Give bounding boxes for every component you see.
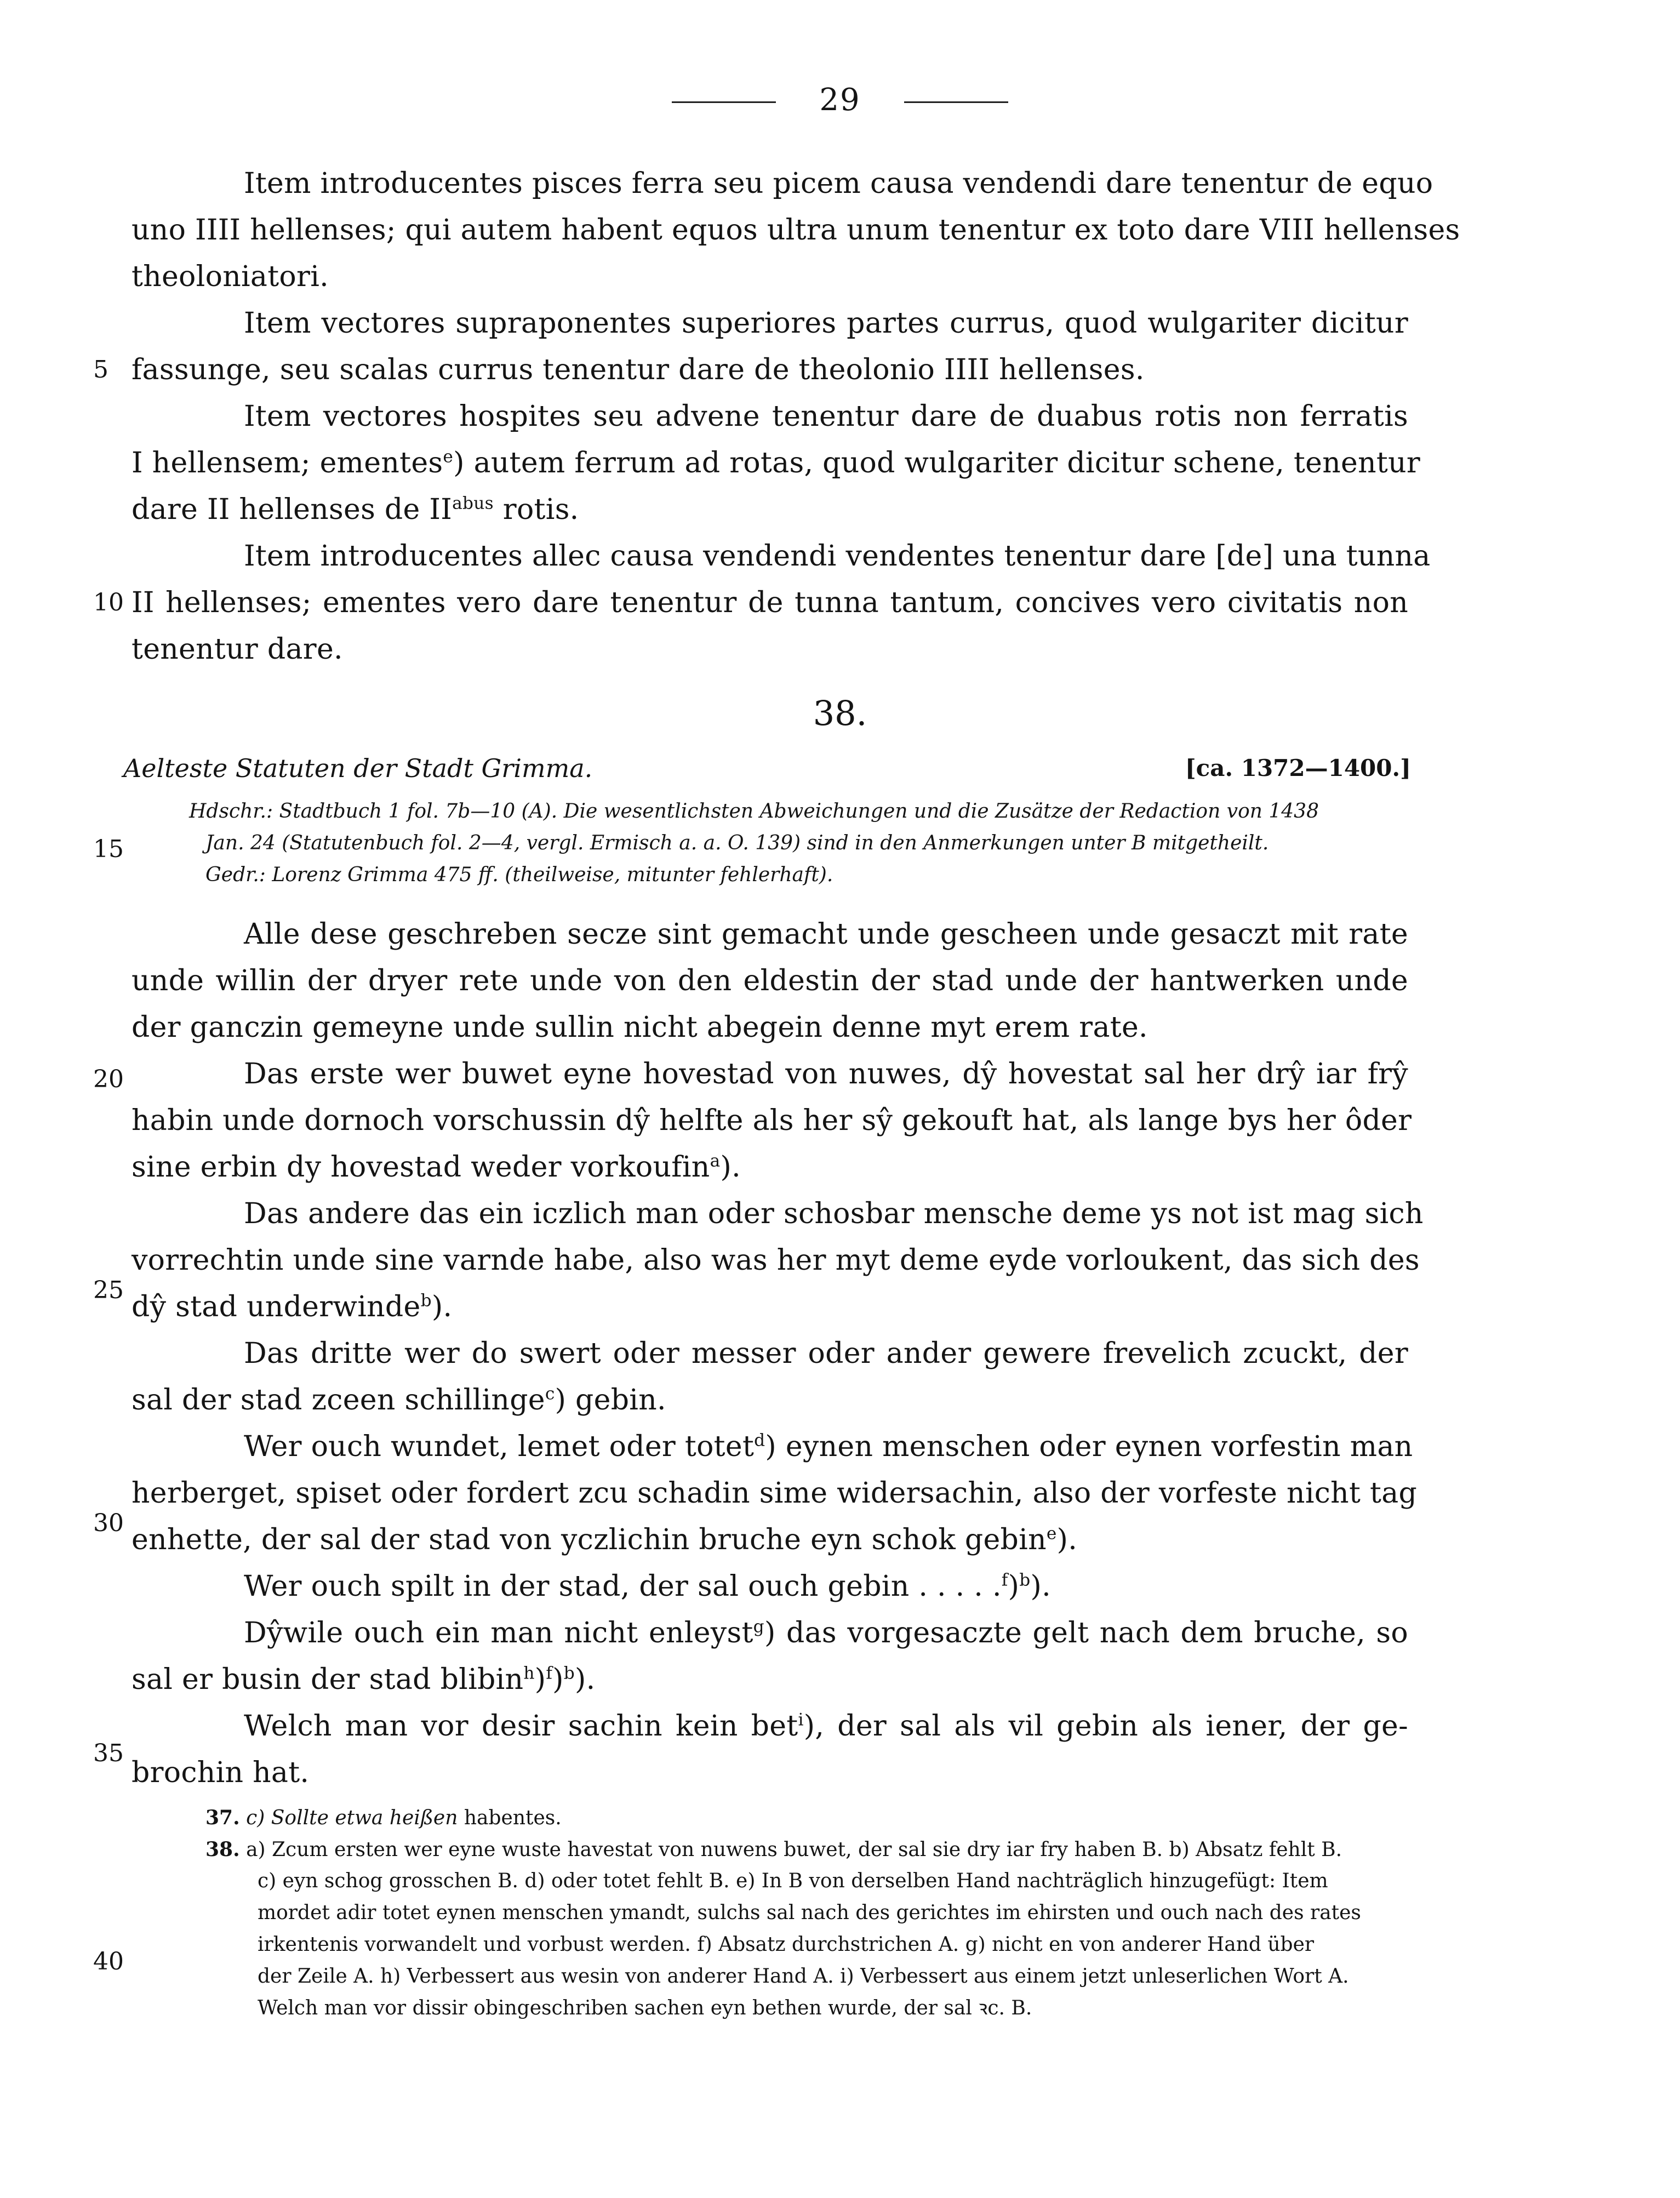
text-line: unde willin der dryer rete unde von den eldestin der stad unde der hantwerken unde [132,964,1408,997]
line-number: 35 [93,1739,124,1767]
document-number: 38. [813,693,867,733]
source-note: Hdschr.: Stadtbuch 1 fol. 7b—10 (A). Die wesentlichsten Abweichungen und die Zusätze der Redaction von 1438 [189,800,1319,823]
header-rule-right [904,101,1008,103]
text-line: der ganczin gemeyne unde sullin nicht abegein denne myt erem rate. [132,1011,1148,1044]
text-line: Dŷwile ouch ein man nicht enleyst$^g$) das vorgesaczte gelt nach dem bruche, so [244,1617,1408,1649]
footnote-37: 37. c) Sollte etwa heißen habentes. [205,1806,562,1829]
text-line: Welch man vor desir sachin kein bet$^i$), der sal als vil gebin als iener, der ge- [244,1710,1408,1743]
footnote-line: c) eyn schog grosschen B. d) oder totet fehlt B. e) In B von derselben Hand nachträglich hinzugefügt: Item [258,1870,1328,1892]
line-number: 10 [93,589,124,616]
text-line: sal er busin der stad blibin$^h$)$^f$)$^b$). [132,1663,596,1696]
text-line: brochin hat. [132,1756,310,1789]
text-line: II hellenses; ementes vero dare tenentur de tunna tantum, concives vero civitatis non [132,586,1408,619]
text-line: dŷ stad underwinde$^b$). [132,1291,453,1323]
line-number: 15 [93,835,124,863]
text-line: Wer ouch wundet, lemet oder totet$^d$) eynen menschen oder eynen vorfestin man [244,1430,1413,1463]
text-line: Item introducentes pisces ferra seu picem causa vendendi dare tenentur de equo [244,167,1433,200]
header-rule-left [672,101,776,103]
text-line: sal der stad zceen schillinge$^c$) gebin. [132,1384,666,1417]
text-line: fassunge, seu scalas currus tenentur dare de theolonio IIII hellenses. [132,353,1145,386]
text-line: uno IIII hellenses; qui autem habent equos ultra unum tenentur ex toto dare VIII hellenses [132,214,1460,247]
footnote-line: der Zeile A. h) Verbessert aus wesin von anderer Hand A. i) Verbessert aus einem jetzt unleserlichen Wort A. [258,1965,1349,1988]
text-line: Wer ouch spilt in der stad, der sal ouch gebin . . . . .$^f$)$^b$). [244,1570,1051,1603]
text-line: theoloniatori. [132,260,329,293]
text-line: Das erste wer buwet eyne hovestad von nuwes, dŷ hovestat sal her drŷ iar frŷ [244,1058,1408,1091]
page-number: 29 [819,82,861,118]
text-line: Item vectores hospites seu advene tenentur dare de duabus rotis non ferratis [244,400,1408,433]
text-line: vorrechtin unde sine varnde habe, also was her myt deme eyde vorloukent, das sich des [132,1244,1420,1277]
line-number: 25 [93,1276,124,1304]
footnote-line: Welch man vor dissir obingeschriben sachen eyn bethen wurde, der sal ꝛc. B. [258,1997,1032,2019]
document-title-row [123,746,1411,790]
line-number: 30 [93,1509,124,1537]
line-number: 40 [93,1948,124,1976]
document-title: Aelteste Statuten der Stadt Grimma. [123,753,593,783]
document-date: [ca. 1372—1400.] [1185,755,1411,781]
text-line: habin unde dornoch vorschussin dŷ helfte als her sŷ gekouft hat, als lange bys her ôder [132,1104,1412,1137]
text-line: Das dritte wer do swert oder messer oder ander gewere frevelich zcuckt, der [244,1337,1408,1370]
line-number: 20 [93,1065,124,1093]
text-line: Item introducentes allec causa vendendi vendentes tenentur dare [de] una tunna [244,540,1431,573]
text-line: Das andere das ein iczlich man oder schosbar mensche deme ys not ist mag sich [244,1197,1424,1230]
source-note: Jan. 24 (Statutenbuch fol. 2—4, vergl. Ermisch a. a. O. 139) sind in den Anmerkungen unter B mitgetheilt. [205,832,1269,854]
footnote-line: mordet adir totet eynen menschen ymandt, sulchs sal nach des gerichtes im ehirsten und ouch nach des rates [258,1902,1361,1924]
text-line: sine erbin dy hovestad weder vorkoufin$^a$). [132,1151,741,1184]
source-note: Gedr.: Lorenz Grimma 475 ff. (theilweise, mitunter fehlerhaft). [205,864,833,886]
footnote-38: 38. a) Zcum ersten wer eyne wuste havestat von nuwens buwet, der sal sie dry iar fry haben B. b) Absatz fehlt B. [205,1838,1342,1861]
text-line: I hellensem; ementes$^e$) autem ferrum ad rotas, quod wulgariter dicitur schene, tenentur [132,447,1421,479]
line-number: 5 [93,356,108,384]
footnote-line: irkentenis vorwandelt und vorbust werden. f) Absatz durchstrichen A. g) nicht en von anderer Hand über [258,1933,1315,1956]
page-header [0,82,1680,118]
text-line: herberget, spiset oder fordert zcu schadin sime widersachin, also der vorfeste nicht tag [132,1477,1418,1510]
text-line: dare II hellenses de $II^{abus}$ rotis. [132,493,579,526]
text-line: Item vectores supraponentes superiores partes currus, quod wulgariter dicitur [244,307,1408,340]
text-line: enhette, der sal der stad von yczlichin bruche eyn schok gebin$^e$). [132,1523,1078,1556]
text-line: Alle dese geschreben secze sint gemacht unde gescheen unde gesaczt mit rate [244,918,1408,951]
text-line: tenentur dare. [132,633,343,666]
